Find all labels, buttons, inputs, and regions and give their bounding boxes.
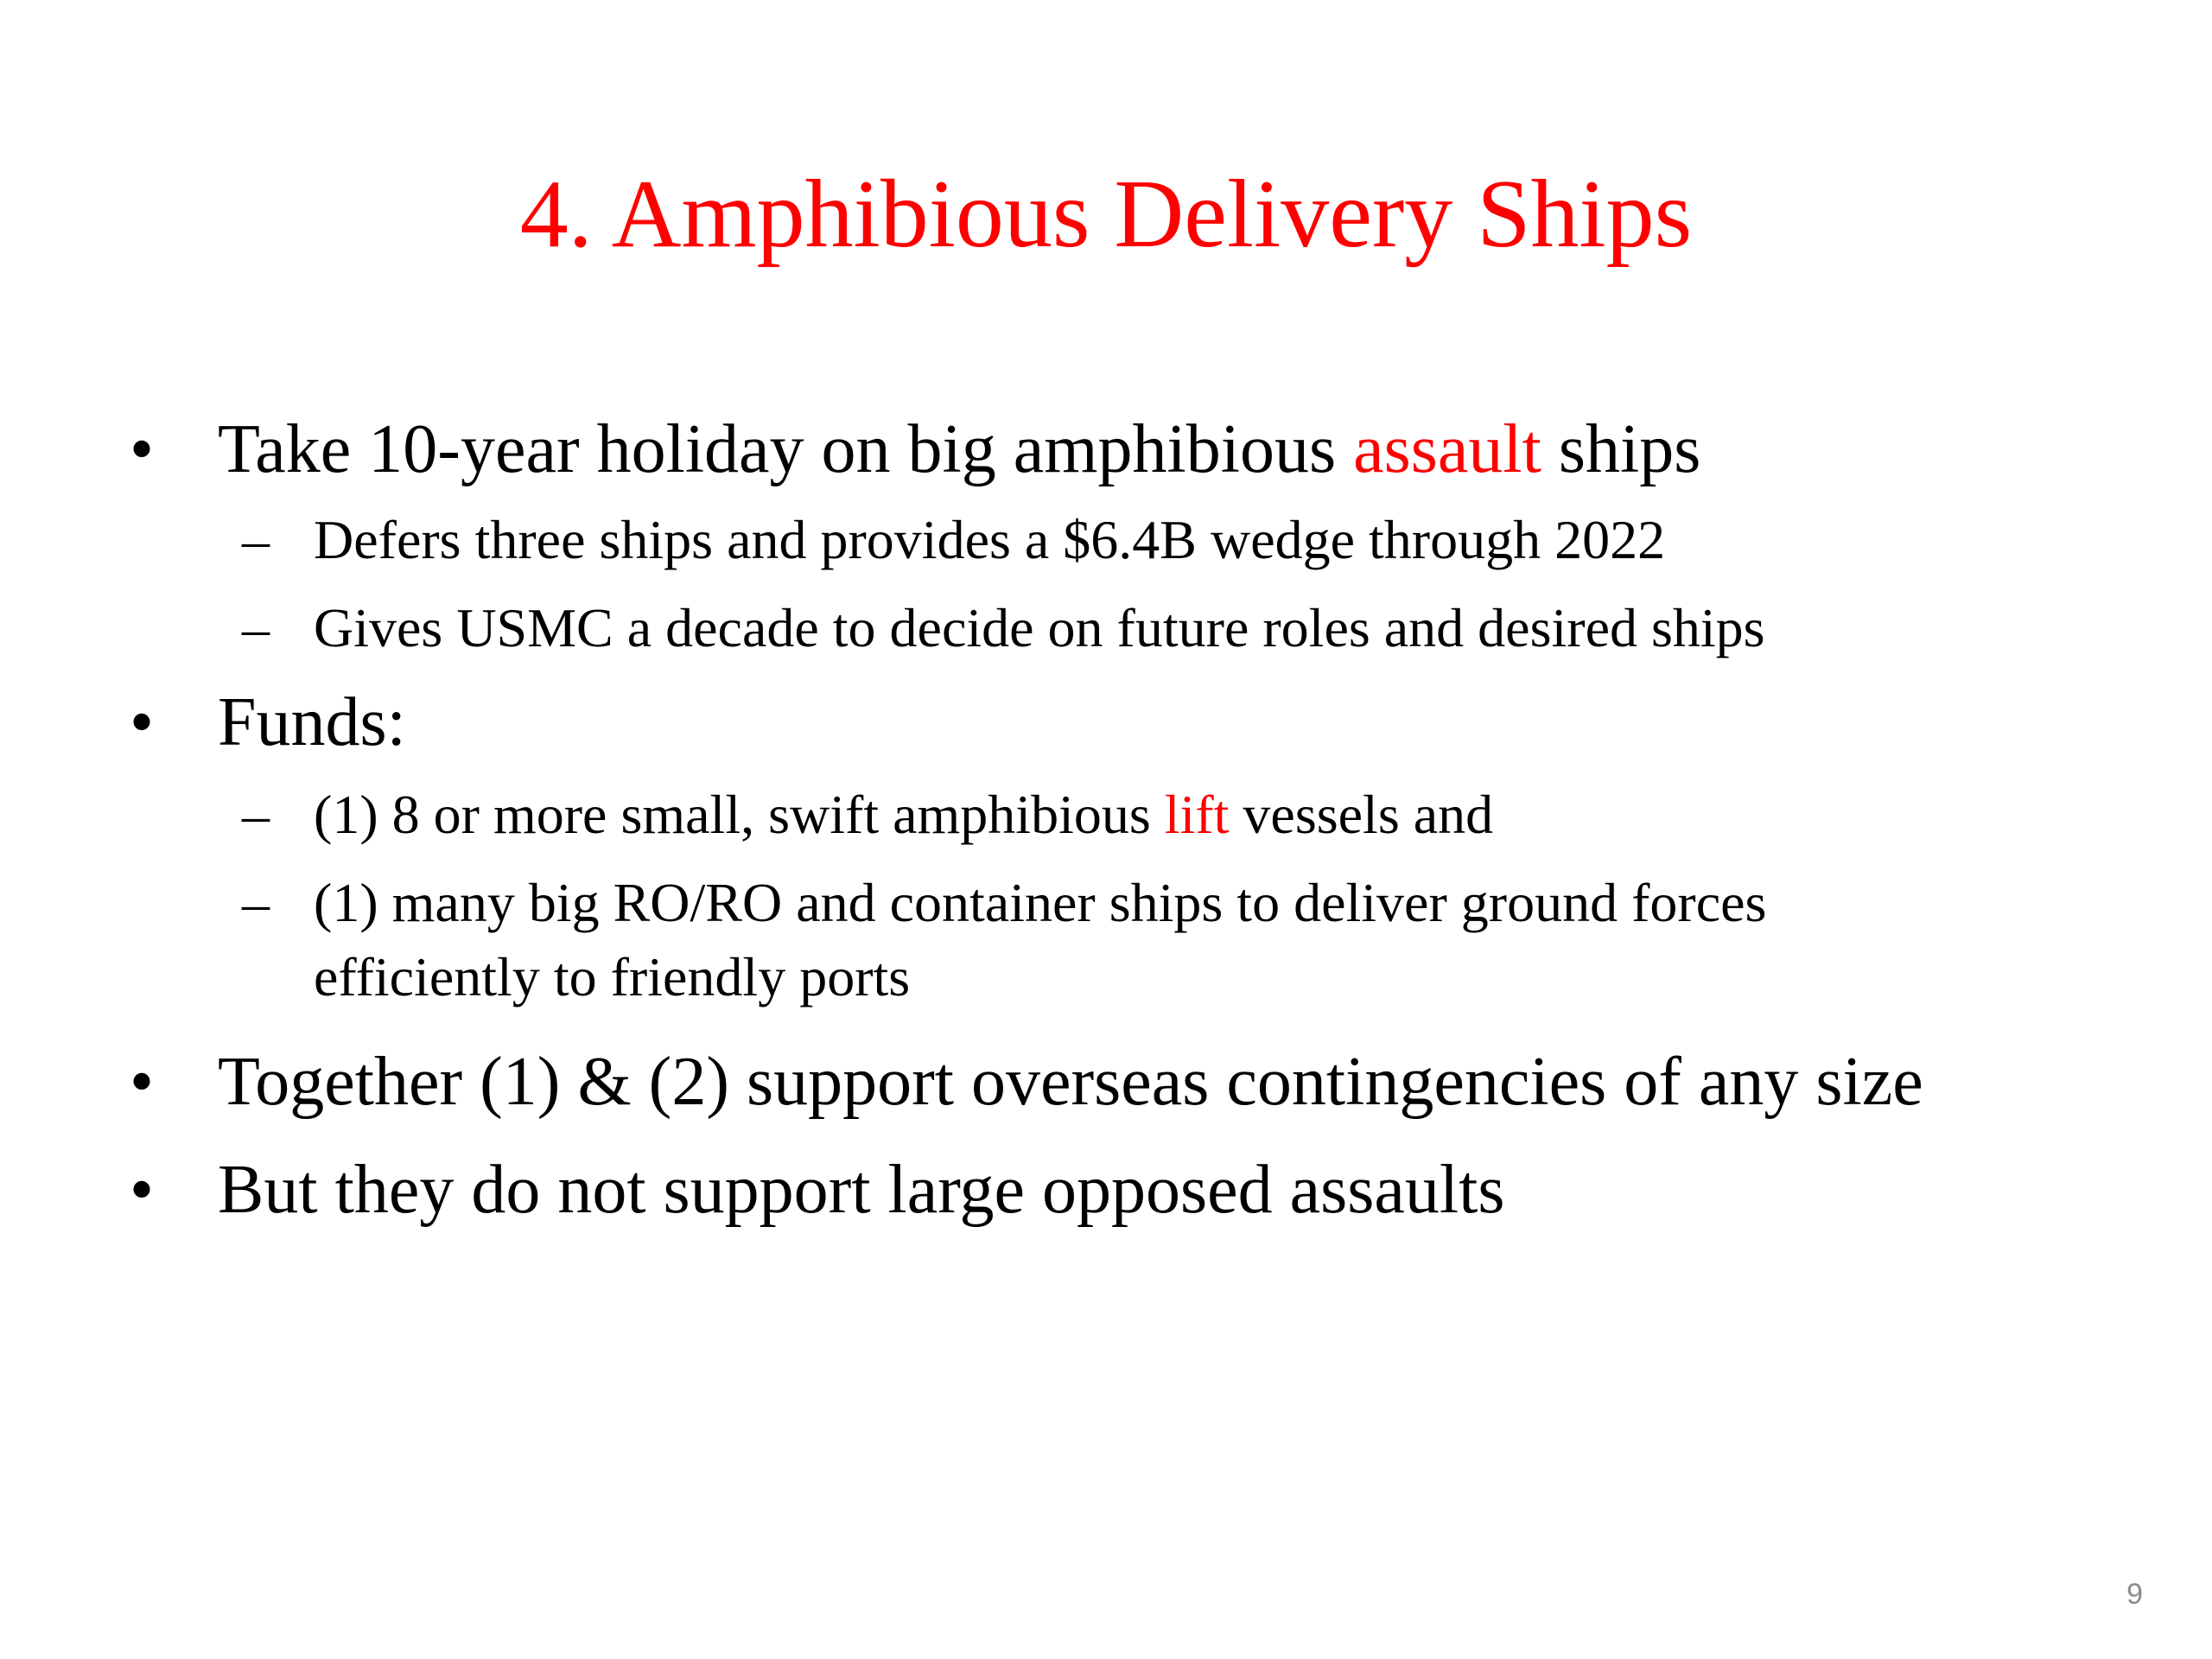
bullet-text: ships xyxy=(1541,411,1701,487)
bullet-icon: • xyxy=(130,684,155,760)
page-number: 9 xyxy=(2126,1578,2143,1611)
sub-bullet-text: (1) many big RO/RO and container ships to deliver ground forces xyxy=(314,872,1767,933)
sub-bullet-text: Gives USMC a decade to decide on future roles and desired ships xyxy=(314,597,1765,658)
bullet-text: Together (1) & (2) support overseas contingencies of any size xyxy=(218,1044,1923,1120)
bullet-text: Funds: xyxy=(218,684,406,760)
bullet-item-opposed xyxy=(130,1147,2117,1233)
bullet-item-funds xyxy=(130,679,2117,766)
bullet-text: Take 10-year holiday on big amphibious xyxy=(218,411,1354,487)
sub-bullet-text-continued: efficiently to friendly ports xyxy=(314,946,911,1007)
slide-body xyxy=(130,406,2117,1233)
sub-bullet-text: Defers three ships and provides a $6.4B wedge through 2022 xyxy=(314,509,1666,570)
bullet-icon: • xyxy=(130,1152,155,1228)
sub-bullet-defers xyxy=(130,503,2117,577)
dash-icon: – xyxy=(242,509,270,570)
sub-bullet-lift xyxy=(130,778,2117,852)
sub-bullet-roro xyxy=(130,866,2117,1014)
highlight-text: assault xyxy=(1353,411,1541,487)
bullet-item-holiday xyxy=(130,406,2117,493)
sub-bullet-text: vessels and xyxy=(1229,784,1494,845)
slide-title: 4. Amphibious Delivery Ships xyxy=(519,161,1693,268)
bullet-item-together xyxy=(130,1039,2117,1125)
sub-bullet-text: (1) 8 or more small, swift amphibious xyxy=(314,784,1165,845)
highlight-text: lift xyxy=(1164,784,1230,845)
dash-icon: – xyxy=(242,597,270,658)
dash-icon: – xyxy=(242,872,270,933)
dash-icon: – xyxy=(242,784,270,845)
bullet-icon: • xyxy=(130,411,155,487)
sub-bullet-usmc xyxy=(130,591,2117,665)
bullet-icon: • xyxy=(130,1044,155,1120)
bullet-text: But they do not support large opposed assaults xyxy=(218,1152,1505,1228)
